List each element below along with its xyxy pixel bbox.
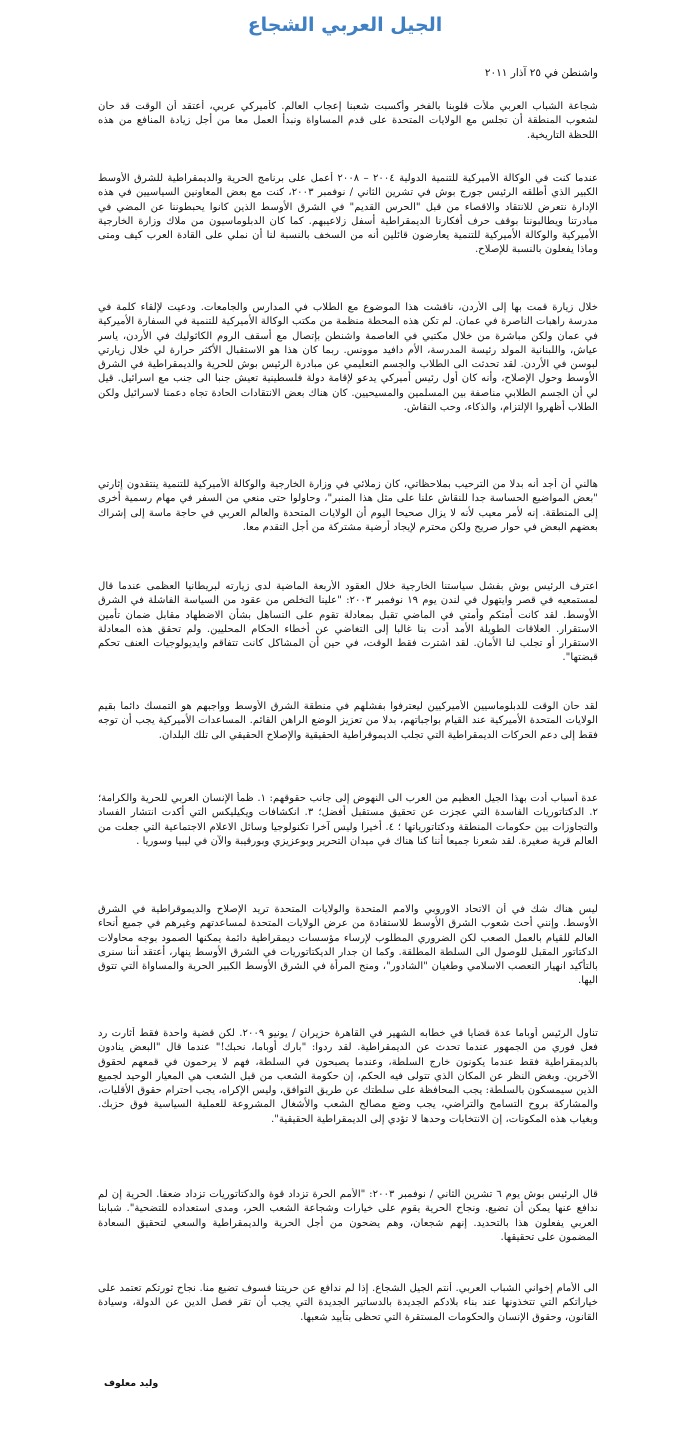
dateline: واشنطن في ٢٥ آذار ٢٠١١ bbox=[484, 67, 598, 79]
paragraph-11: الى الأمام إخواني الشباب العربي. أنتم الجيل الشجاع. إذا لم ندافع عن حريتنا فسوف تضيع منا. نجاح ثورتكم تعتمد على خياراتكم التي تتخذونها عند بناء بلادكم الجديدة بالدساتير الجديدة التي يجب أن تقر فصل الدين عن الدولة، وسيادة القانون، وحقوق الإنسان والحكومات المستقرة التي تحظى بتأييد شعبها. bbox=[98, 1283, 598, 1323]
signature: وليد معلوف bbox=[104, 1378, 159, 1389]
paragraph-3: خلال زيارة قمت بها إلى الأردن، ناقشت هذا الموضوع مع الطلاب في المدارس والجامعات. ودعيت لإلقاء كلمة في مدرسة راهبات الناصرة في عمان. لم تكن هذه المحطة منظمة من مكتب الوكالة الأميركية للتنمية في السفارة الأميركية في عمان ولكن مباشرة من خلال مكتبي في العاصمة واشنطن بإتصال مع أسقف الروم الكاثوليك في الأردن، ياسر عياش، واللبنانية المولد رئيسة المدرسة، الأم دافيد موونس. ربما كان هذا هو الاستقبال الأكثر حرارة لي خلال زيارتي لبوسن في الأردن. لقد تحدثت الى الطلاب والجسم التعليمي عن مبادرة الرئيس بوش للحرية والديمقراطية في الشرق الأوسط وحول الإصلاح، وأنه كان أول رئيس أميركي يدعو لإقامة دولة فلسطينية تعيش جنبا الى جنب مع اسرائيل. قيل لي أن الجسم الطلابي مناصفة بين المسلمين والمسيحيين. كان هناك بعض الانتقادات الحادة تجاه دعمنا لاسرائيل ولكن الطلاب أظهروا الإلتزام، والذكاء، وحب النقاش. bbox=[98, 302, 598, 414]
paragraph-9: تناول الرئيس أوباما عدة قضايا في خطابه الشهير في القاهرة حزيران / يونيو ٢٠٠٩. لكن قضية واحدة فقط أثارت رد فعل فوري من الجمهور عندما تحدث عن الديمقراطية. لقد ردوا: "بارك أوباما، نحبك!" عندما قال "البعض ينادون بالديمقراطية فقط عندما يكونون خارج السلطة، وعندما يصبحون في السلطة، فهم لا يرحمون في قمعهم لحقوق الآخرين. وبغض النظر عن المكان الذي تتولى فيه الحكم، إن حكومة الشعب من قبل الشعب هي المعيار الوحيد لجميع الذين سيمسكون بالسلطة: يجب المحافظة على سلطتك عن طريق التوافق، وليس الإكراه، يجب احترام حقوق الأقليات، والمشاركة بروح التسامح والتراضي، يجب وضع مصالح الشعب والأشغال المشروعة للعملية السياسية فوق حزبك. وبغياب هذه المكونات، إن الانتخابات وحدها لا تؤدي إلى الديمقراطية الحقيقية". bbox=[98, 1028, 598, 1125]
paragraph-5: اعترف الرئيس بوش بفشل سياستنا الخارجية خلال العقود الأربعة الماضية لدى زيارته لبريطانيا العظمى عندما قال لمستمعيه في قصر وايتهول في لندن يوم ١٩ نوفمبر ٢٠٠٣: "علينا التخلص من عقود من السياسة الفاشلة في الشرق الأوسط. لقد كانت أمتكم وأمتي في الماضي تقبل بمعادلة تقوم على التساهل بشأن الاضطهاد مقابل ضمان تأمين الاستقرار. العلاقات الطويلة الأمد أدت بنا غالبا إلى التغاضي عن أخطاء الحكام المحليين. ولم تحقق هذه المعادلة الاستقرار أو تجلب لنا الأمان. لقد اشترت فقط الوقت، في حين أن المشاكل كانت تتفاقم وايديولوجيات العنف تحكم قبضتها". bbox=[98, 581, 598, 664]
paragraph-7: عدة أسباب أدت بهذا الجيل العظيم من العرب الى النهوض إلى جانب حقوقهم: ١. ظمأ الإنسان العربي للحرية والكرامة؛ ٢. الدكتاتوريات الفاسدة التي عجزت عن تحقيق مستقبل أفضل؛ ٣. انكشافات ويكيليكس التي أكدت انتشار الفساد والتجاوزات بين حكومات المنطقة ودكتاتورياتها ؛ ٤. أخيرا وليس آخرا تكنولوجيا وسائل الاعلام الاجتماعية التي جعلت من العالم قرية صغيرة. لقد شعرنا جميعا أننا كنا هناك في ميدان التحرير وبوعزيزي وبورقيبة والآن في ليبيا وسوريا . bbox=[98, 793, 598, 847]
paragraph-4: هالني أن أجد أنه بدلا من الترحيب بملاحظاتي، كان زملائي في وزارة الخارجية والوكالة الأميركية للتنمية ينتقدون إثارتي "بعض المواضيع الحساسة جدا للنقاش علنا على مثل هذا المنبر"، وحاولوا حتى منعي من السفر في مهام رسمية أخرى إلى المنطقة. إنه لأمر معيب لأنه لا يزال صحيحا اليوم أن الولايات المتحدة والعالم العربي في حاجة ماسة إلى إشراك بعضهم البعض في حوار صريح ولكن محترم لإيجاد أرضية مشتركة من أجل التقدم معا. bbox=[98, 479, 598, 533]
paragraph-10: قال الرئيس بوش يوم ٦ تشرين الثاني / نوفمبر ٢٠٠٣: "الأمم الحرة تزداد قوة والدكتاتوريات تزداد ضعفا. الحرية إن لم ندافع عنها يمكن أن تضيع. ونجاح الحرية يقوم على خيارات وشجاعة الشعب الحر، ومدى استعداده للتضحية". شبابنا العربي يفعلون هذا بالتحديد. إنهم شجعان، وهم يضحون من أجل الحرية والديمقراطية والسعي لتحقيق السعادة المضمون على تحقيقها. bbox=[98, 1189, 598, 1243]
paragraph-2: عندما كنت في الوكالة الأميركية للتنمية الدولية ٢٠٠٤ – ٢٠٠٨ أعمل على برنامج الحرية والديمقراطية للشرق الأوسط الكبير الذي أطلقه الرئيس جورج بوش في تشرين الثاني / نوفمبر ٢٠٠٣، كنت مع بعض المعاونين السياسيين في هذه الإدارة نتعرض للانتقاد والاقصاء من قبل "الحرس القديم" في الشرق الأوسط الذين كانوا يحبطوننا عن المضي في مبادرتنا ويطالبوننا بوقف حرف أفكارنا الديمقراطية أسفل زلاعيبهم. كما كان الدبلوماسيون من ملاك وزارة الخارجية الأميركية والوكالة الأميركية للتنمية يعارضون قائلين أنه من السخف بالنسبة لنا أن نملي على القادة العرب كيف ومتى وماذا يفعلون بالنسبة للإصلاح. bbox=[98, 173, 598, 256]
paragraph-1: شجاعة الشباب العربي ملأت قلوبنا بالفخر وأكسبت شعبنا إعجاب العالم. كأميركي عربي، أعتقد أن الوقت قد حان لشعوب المنطقة أن تجلس مع الولايات المتحدة على قدم المساواة ونبدأ العمل معا من أجل زيادة المنافع من هذه اللحظة التاريخية. bbox=[98, 101, 598, 141]
page-title: الجيل العربي الشجاع bbox=[247, 14, 443, 36]
paragraph-8: ليس هناك شك في أن الاتحاد الاوروبي والامم المتحدة والولايات المتحدة تريد الإصلاح والديموقراطية في الشرق الأوسط. وإنني أحث شعوب الشرق الأوسط للاستفادة من عرض الولايات المتحدة لمساعدتهم وغيرهم في جميع أنحاء العالم للقيام بالعمل الصعب لكن الضروري المطلوب لإرساء مؤسسات ديمقراطية دائمة يمكنها الصمود بوجه محاولات الدكتاتور المقبل للوصول الى السلطة المطلقة. وكما ان جدار الديكتاتوريات في الشرق الأوسط ينهار، أعتقد أننا سنرى بالتأكيد انهيار التعصب الاسلامي وطغيان "الشادور"، ومنح المرأة في الشرق الأوسط الكبير الحرية والمساواة التي تتوق اليها. bbox=[98, 904, 598, 987]
paragraph-6: لقد حان الوقت للدبلوماسيين الأميركيين ليعترفوا بفشلهم في منطقة الشرق الأوسط وواجبهم هو التمسك دائما بقيم الولايات المتحدة الأميركية عند القيام بواجباتهم، بدلا من تعزيز الوضع الراهن القائم. المساعدات الأميركية يجب أن توجه فقط إلى دعم الحركات الديمقراطية التي تجلب الديموقراطية الحقيقية والإصلاح الحقيقي الى تلك البلدان. bbox=[98, 701, 598, 741]
